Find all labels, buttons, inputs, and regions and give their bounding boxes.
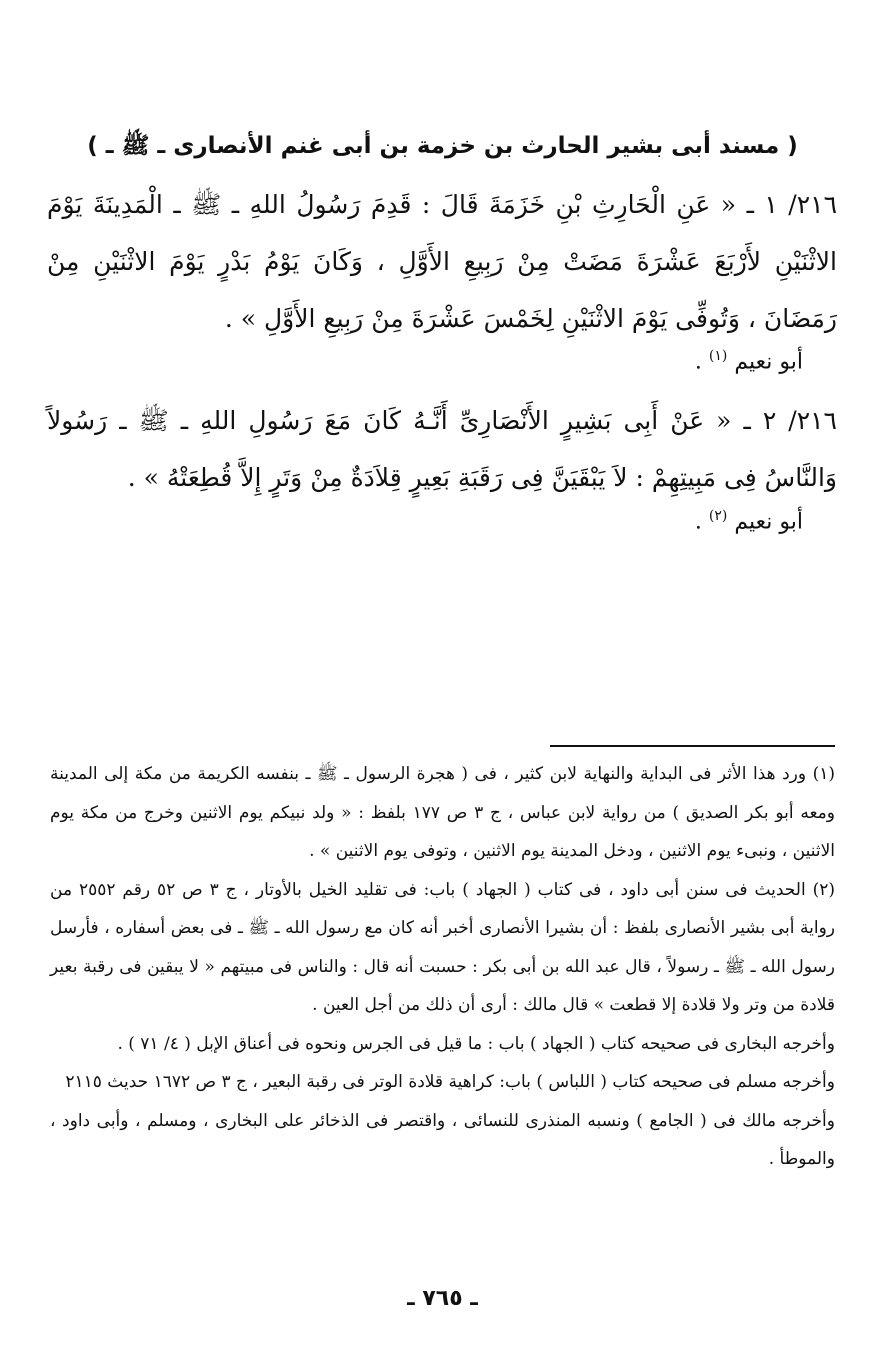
hadith-216-2: ٢١٦/ ٢ ـ « عَنْ أَبِى بَشِيرٍ الأَنْصَارِىِّ أَنَّـهُ كَانَ مَعَ رَسُولِ اللهِ ـ ﷺ ـ رَسُولاً وَالنَّاسُ فِى مَبِيتِهِمْ : لاَ يَبْقَيَنَّ فِى رَقَبَةِ بَعِيرٍ قِلاَدَةٌ مِنْ وَتَرٍ إِلاَّ قُطِعَتْهُ » . [47,406,837,492]
footnote-paragraph: وأخرجه مالك فى ( الجامع ) ونسبه المنذرى للنسائى ، واقتصر فى الذخائر على البخارى ، ومسلم ، وأبى داود ، والموطأ . [50,1110,835,1169]
hadith-216-1: ٢١٦/ ١ ـ « عَنِ الْحَارِثِ بْنِ خَزَمَةَ قَالَ : قَدِمَ رَسُولُ اللهِ ـ ﷺ ـ الْمَدِينَةَ يَوْمَ الاثْنَيْنِ لأَرْبَعَ عَشْرَةَ مَضَتْ مِنْ رَبِيعِ الأَوَّلِ ، وَكَانَ يَوْمُ بَدْرٍ يَوْمَ الاثْنَيْنِ مِنْ رَمَضَانَ ، وَتُوفِّى يَوْمَ الاثْنَيْنِ لِخَمْسَ عَشْرَةَ مِنْ رَبِيعِ الأَوَّلِ » . [47,190,838,333]
footnote-separator [550,745,835,747]
footnote-paragraph: (٢) الحديث فى سنن أبى داود ، فى كتاب ( الجهاد ) باب: فى تقليد الخيل بالأوتار ، ج ٣ ص ٥٢ رقم ٢٥٥٢ من رواية أبى بشير الأنصارى بلفظ : أن بشيرا الأنصارى أخبر أنه كان مع رسول الله ـ ﷺ ـ فى بعض أسفاره ، فأرسل رسول الله ـ ﷺ ـ رسولاً ، قال عبد الله بن أبى بكر : حسبت أنه قال : والناس فى مبيتهم « لا يبقين فى رقبة بعير قلادة من وتر ولا قلادة إلا قطعت » قال مالك : أرى أن ذلك من أجل العين . [50,879,835,1015]
hadith-source: أبو نعيم $^{(٢)}$ . [694,508,803,535]
footnote-paragraph: وأخرجه البخارى فى صحيحه كتاب ( الجهاد ) باب : ما قيل فى الجرس ونحوه فى أعناق الإبل ( ٤/ ٧١ ) . [117,1033,835,1054]
footnote-ref[interactable]: (١) [708,348,728,364]
footnotes [50,755,835,1179]
footnote-ref[interactable]: (٢) [708,508,728,524]
footnote-2 [50,871,835,1179]
footnote-paragraph: وأخرجه مسلم فى صحيحه كتاب ( اللباس ) باب: كراهية قلادة الوتر فى رقبة البعير ، ج ٣ ص ١٦٧٢ حديث ٢١١٥ [65,1072,835,1092]
section-heading: ( مسند أبى بشير الحارث بن خزمة بن أبى غنم الأنصارى ـ ﷺ ـ ) [87,133,798,159]
source-name: أبو نعيم [734,509,803,535]
source-name: أبو نعيم [734,349,803,375]
footnote-1 [50,755,835,871]
page-number: ـ ٧٦٥ ـ [407,1286,478,1311]
footnote-paragraph: (١) ورد هذا الأثر فى البداية والنهاية لابن كثير ، فى ( هجرة الرسول ـ ﷺ ـ بنفسه الكريمة من مكة إلى المدينة ومعه أبو بكر الصديق ) من رواية لابن عباس ، ج ٣ ص ١٧٧ بلفظ : « ولد نبيكم يوم الاثنين وخرج من مكة يوم الاثنين ، ونبىء يوم الاثنين ، ودخل المدينة يوم الاثنين ، وتوفى يوم الاثنين » . [50,764,835,861]
hadith-source: أبو نعيم $^{(١)}$ . [694,348,803,375]
